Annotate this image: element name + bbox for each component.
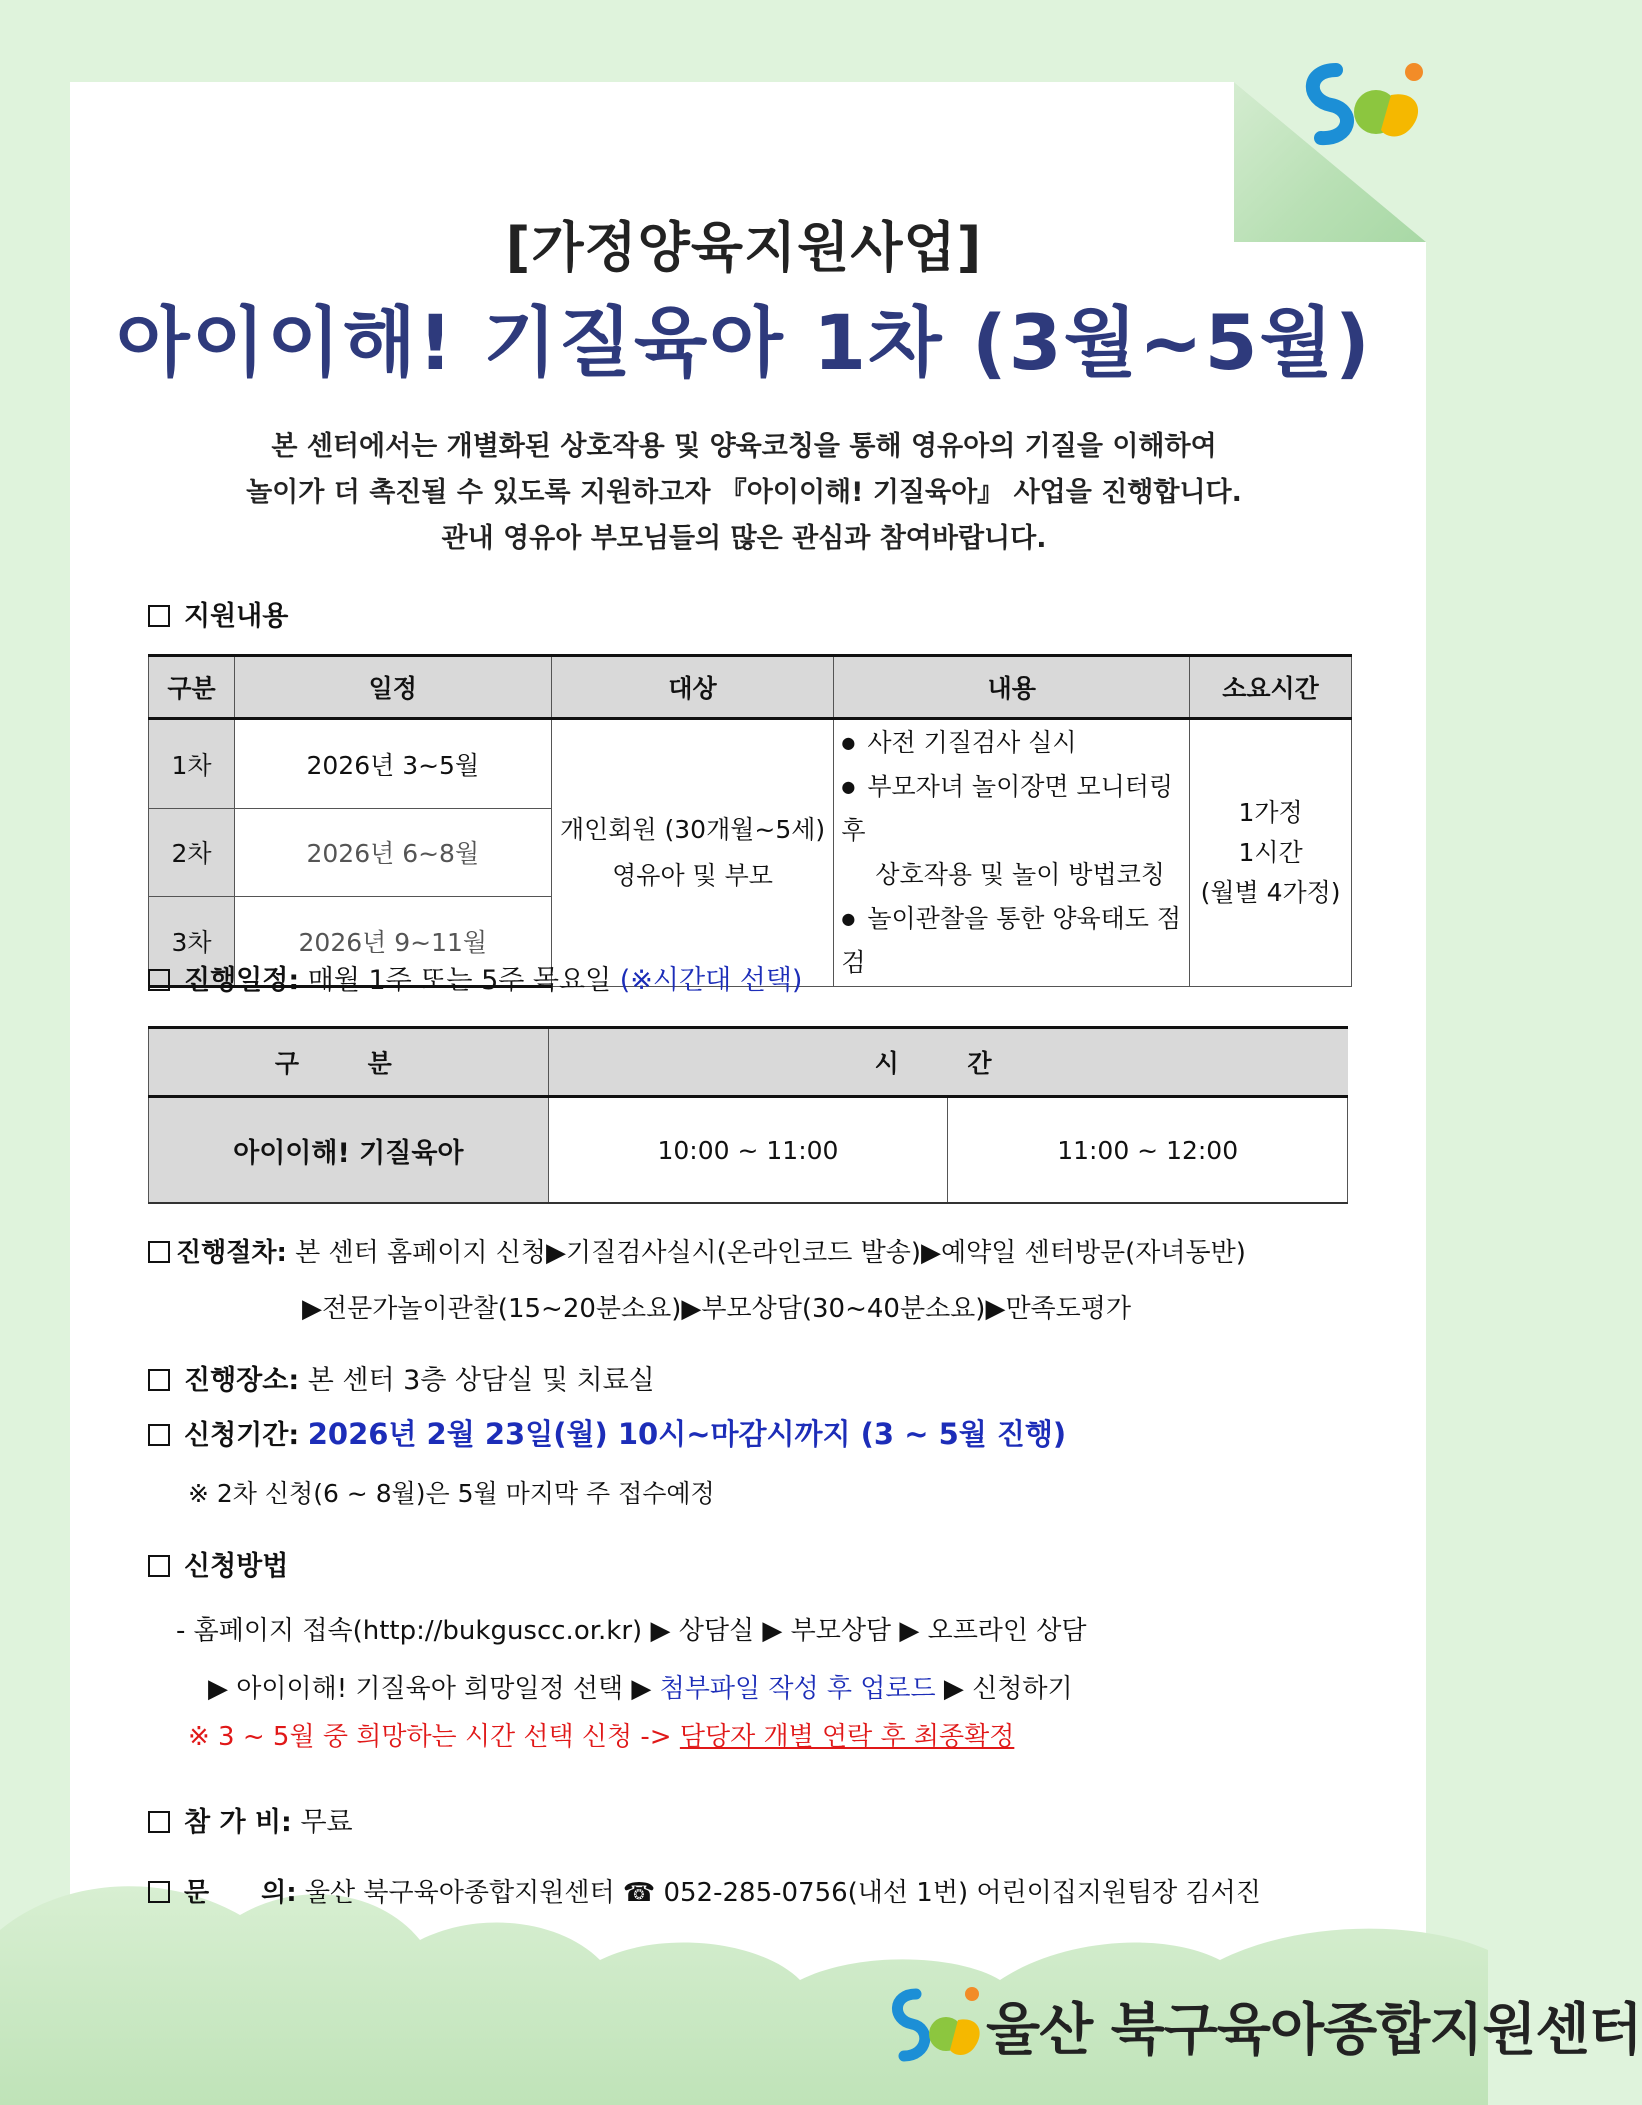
procedure-line: 본 센터 홈페이지 신청▶기질검사실시(온라인코드 발송)▶예약일 센터방문(자녀동반) — [295, 1238, 1246, 1268]
main-title: 아이이해! 기질육아 1차 (3월~5월) — [116, 298, 1372, 387]
column-header: 구 분 — [149, 1028, 549, 1097]
center-logo-icon — [886, 1976, 986, 2076]
schedule-text: 매월 1주 또는 5주 목요일 — [307, 965, 612, 996]
section-fee — [148, 1800, 353, 1839]
period-text: 2026년 2월 23일(월) 10시~마감시까지 (3 ~ 5월 진행) — [307, 1417, 1067, 1451]
duration-line: 1시간 — [1238, 838, 1303, 867]
method-note-emphasis: 담당자 개별 연락 후 최종확정 — [679, 1722, 1015, 1752]
section-label: 신청기간: — [184, 1420, 300, 1451]
schedule-note: (※시간대 선택) — [619, 965, 803, 996]
section-contact — [148, 1872, 1261, 1909]
section-procedure — [148, 1232, 1246, 1269]
content-item: ● 놀이관찰을 통한 양육태도 점검 — [841, 897, 1182, 985]
intro-paragraph — [150, 424, 1338, 562]
column-header: 시 간 — [548, 1028, 1347, 1097]
intro-line: 본 센터에서는 개별화된 상호작용 및 양육코칭을 통해 영유아의 기질을 이해하여 — [271, 431, 1217, 462]
section-heading: 지원내용 — [184, 601, 289, 632]
section-method — [148, 1544, 288, 1583]
duration-line: 1가정 — [1238, 798, 1303, 827]
time-table — [148, 1026, 1348, 1204]
section-heading: 신청방법 — [184, 1551, 289, 1582]
round-cell: 1차 — [149, 719, 235, 809]
method-step: ▶ 신청하기 — [943, 1674, 1073, 1704]
section-place — [148, 1358, 655, 1397]
procedure-line: ▶전문가놀이관찰(15~20분소요)▶부모상담(30~40분소요)▶만족도평가 — [302, 1294, 1132, 1324]
content-item: ● 부모자녀 놀이장면 모니터링 후 — [841, 765, 1182, 853]
target-line: 개인회원 (30개월~5세) — [559, 815, 826, 844]
content-list — [835, 721, 1188, 985]
section-label: 참 가 비: — [184, 1807, 292, 1838]
target-line: 영유아 및 부모 — [612, 861, 773, 890]
round-cell: 3차 — [149, 897, 235, 987]
center-logo-icon — [1296, 50, 1436, 150]
category-title: [가정양육지원사업] — [505, 216, 983, 279]
place-text: 본 센터 3층 상담실 및 치료실 — [307, 1365, 655, 1396]
duration-line: (월별 4가정) — [1200, 878, 1341, 907]
section-schedule — [148, 958, 802, 997]
footer-org-name: 울산 북구육아종합지원센터 — [986, 1998, 1642, 2063]
program-cell: 아이이해! 기질육아 — [149, 1097, 549, 1204]
schedule-cell: 2026년 9~11월 — [234, 897, 551, 987]
table-row — [149, 719, 1352, 809]
checkbox-icon — [148, 969, 170, 991]
section-support — [148, 594, 288, 633]
column-header: 내용 — [834, 656, 1190, 719]
content-item: ● 사전 기질검사 실시 — [841, 721, 1182, 765]
period-note: ※ 2차 신청(6 ~ 8월)은 5월 마지막 주 접수예정 — [188, 1479, 715, 1508]
method-note — [188, 1716, 1014, 1753]
checkbox-icon — [148, 1369, 170, 1391]
time-slot-cell: 11:00 ~ 12:00 — [948, 1097, 1348, 1204]
table-row — [149, 1097, 1348, 1204]
content-item: 상호작용 및 놀이 방법코칭 — [875, 860, 1165, 889]
time-slot-cell: 10:00 ~ 11:00 — [548, 1097, 948, 1204]
column-header: 대상 — [551, 656, 834, 719]
round-cell: 2차 — [149, 808, 235, 896]
section-period — [148, 1412, 1066, 1453]
checkbox-icon — [148, 1424, 170, 1446]
method-step: ▶ 아이이해! 기질육아 희망일정 선택 ▶ — [208, 1674, 652, 1704]
target-cell — [551, 719, 834, 987]
method-line: - 홈페이지 접속(http://bukguscc.or.kr) ▶ 상담실 ▶ 부모상담 ▶ 오프라인 상담 — [176, 1616, 1087, 1646]
column-header: 일정 — [234, 656, 551, 719]
footer-logo — [886, 1976, 1642, 2086]
method-step-highlight: 첨부파일 작성 후 업로드 — [659, 1674, 936, 1704]
intro-line: 놀이가 더 촉진될 수 있도록 지원하고자 『아이이해! 기질육아』 사업을 진행합니다. — [246, 477, 1242, 508]
support-table — [148, 654, 1352, 988]
section-label: 문 의: — [184, 1878, 297, 1908]
schedule-cell: 2026년 3~5월 — [234, 719, 551, 809]
intro-line: 관내 영유아 부모님들의 많은 관심과 참여바랍니다. — [441, 523, 1047, 554]
checkbox-icon — [148, 1555, 170, 1577]
fee-text: 무료 — [300, 1807, 353, 1838]
checkbox-icon — [148, 605, 170, 627]
checkbox-icon — [148, 1811, 170, 1833]
content-cell — [834, 719, 1190, 987]
contact-text: 울산 북구육아종합지원센터 ☎ 052-285-0756(내선 1번) 어린이집지원팀장 김서진 — [304, 1878, 1261, 1908]
checkbox-icon — [148, 1881, 170, 1903]
section-label: 진행일정: — [184, 965, 300, 996]
section-label: 진행장소: — [184, 1365, 300, 1396]
method-note-text: ※ 3 ~ 5월 중 희망하는 시간 선택 신청 -> — [188, 1722, 672, 1752]
checkbox-icon — [148, 1241, 170, 1263]
section-label: 진행절차: — [176, 1238, 287, 1268]
duration-cell — [1190, 719, 1352, 987]
method-line — [208, 1668, 1073, 1705]
column-header: 소요시간 — [1190, 656, 1352, 719]
column-header: 구분 — [149, 656, 235, 719]
schedule-cell: 2026년 6~8월 — [234, 808, 551, 896]
